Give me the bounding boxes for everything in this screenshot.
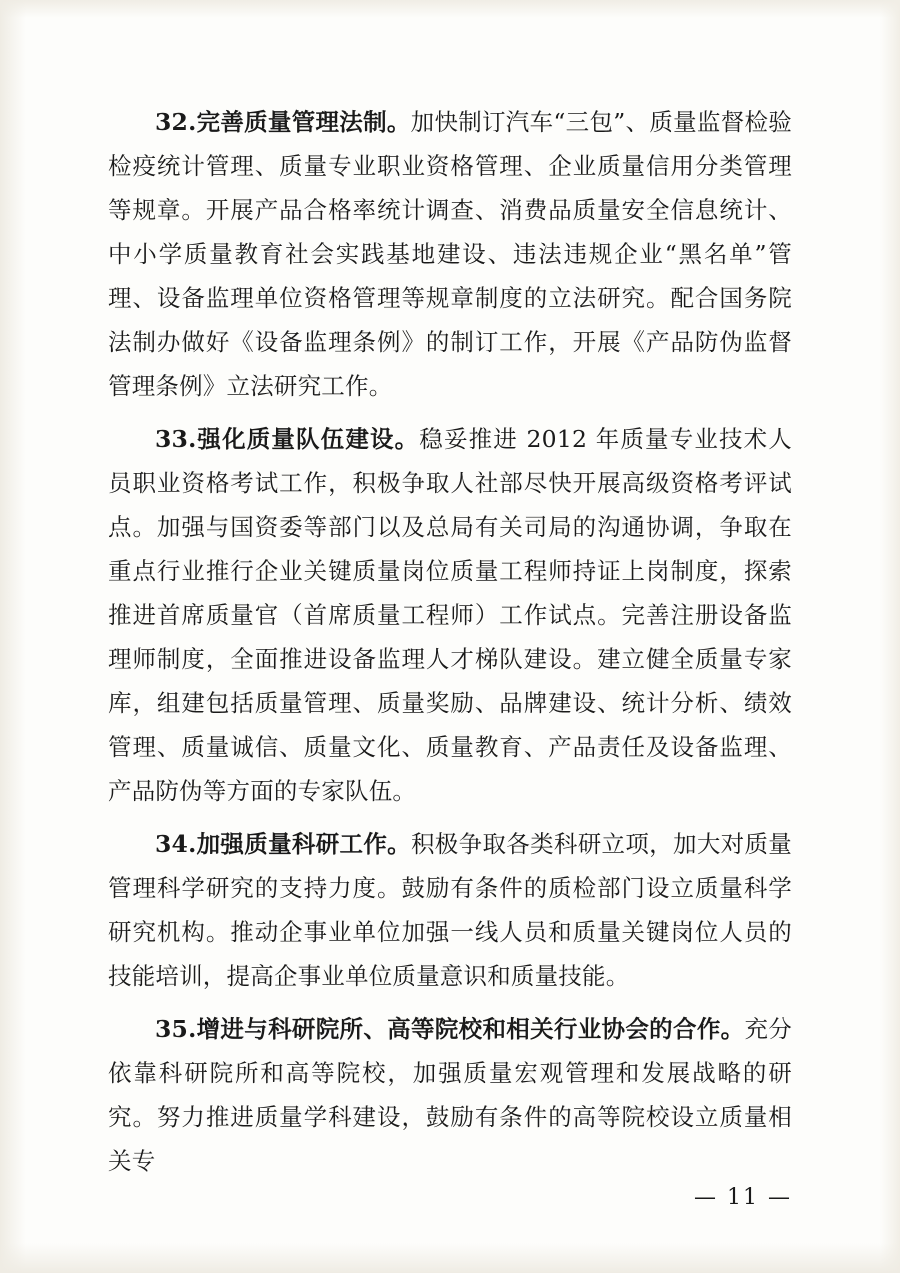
paragraph-number: 32. bbox=[155, 108, 197, 136]
paragraph-item-34 bbox=[108, 822, 792, 998]
page-edge-shadow-top bbox=[0, 0, 900, 18]
paragraph-heading: 加强质量科研工作。 bbox=[196, 830, 411, 858]
document-body bbox=[108, 100, 792, 1192]
paragraph-number: 33. bbox=[155, 425, 197, 453]
page-number: — 11 — bbox=[694, 1185, 792, 1210]
paragraph-text: 稳妥推进 2012 年质量专业技术人员职业资格考试工作，积极争取人社部尽快开展高级资格考评试点。加强与国资委等部门以及总局有关司局的沟通协调，争取在重点行业推行企业关键质量岗位质量工程师持证上岗制度，探索推进首席质量官（首席质量工程师）工作试点。完善注册设备监理师制度，全面推进设备监理人才梯队建设。建立健全质量专家库，组建包括质量管理、质量奖励、品牌建设、统计分析、绩效管理、质量诚信、质量文化、质量教育、产品责任及设备监理、产品防伪等方面的专家队伍。 bbox=[108, 425, 792, 805]
page-edge-shadow-left bbox=[0, 0, 26, 1273]
paragraph-number: 34. bbox=[155, 830, 197, 858]
paragraph-item-33 bbox=[108, 417, 792, 813]
paragraph-heading: 增进与科研院所、高等院校和相关行业协会的合作。 bbox=[196, 1015, 745, 1043]
paragraph-item-35 bbox=[108, 1007, 792, 1183]
paragraph-item-32 bbox=[108, 100, 792, 408]
paragraph-heading: 强化质量队伍建设。 bbox=[196, 425, 420, 453]
paragraph-text: 积极争取各类科研立项，加大对质量管理科学研究的支持力度。鼓励有条件的质检部门设立质量科学研究机构。推动企事业单位加强一线人员和质量关键岗位人员的技能培训，提高企事业单位质量意识和质量技能。 bbox=[108, 830, 792, 990]
page-footer bbox=[108, 1185, 792, 1210]
paragraph-number: 35. bbox=[155, 1015, 197, 1043]
page-edge-shadow-bottom bbox=[0, 1243, 900, 1273]
page-edge-shadow-right bbox=[880, 0, 900, 1273]
paragraph-text: 加快制订汽车“三包”、质量监督检验检疫统计管理、质量专业职业资格管理、企业质量信用分类管理等规章。开展产品合格率统计调查、消费品质量安全信息统计、中小学质量教育社会实践基地建设、违法违规企业“黑名单”管理、设备监理单位资格管理等规章制度的立法研究。配合国务院法制办做好《设备监理条例》的制订工作，开展《产品防伪监督管理条例》立法研究工作。 bbox=[108, 108, 792, 400]
paragraph-heading: 完善质量管理法制。 bbox=[196, 108, 411, 136]
paragraph-text: 充分依靠科研院所和高等院校，加强质量宏观管理和发展战略的研究。努力推进质量学科建设，鼓励有条件的高等院校设立质量相关专 bbox=[108, 1015, 792, 1175]
